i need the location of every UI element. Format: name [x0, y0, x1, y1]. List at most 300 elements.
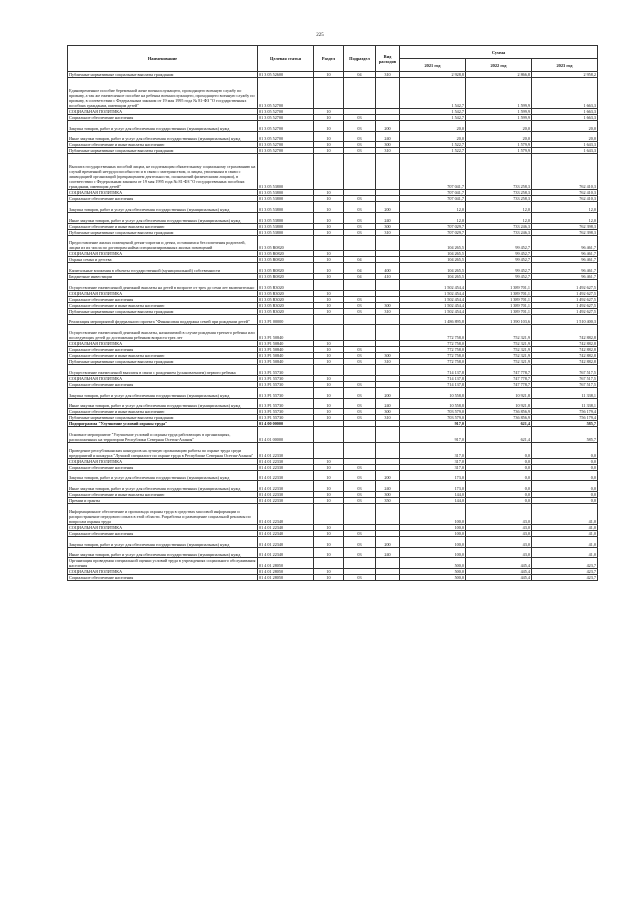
cell-name: Подпрограмма "Улучшение условий охраны труда" — [68, 421, 258, 427]
cell-2023: 423,7 — [532, 575, 598, 581]
cell-2021: 1 486 895,8 — [400, 314, 466, 325]
cell-name: Публичные нормативные социальные выплаты гражданам — [68, 308, 258, 314]
table-row — [68, 365, 598, 376]
cell-2021: 772 758,0 — [400, 353, 466, 359]
cell-2022: 20,0 — [466, 131, 532, 142]
cell-name: Осуществление ежемесячной выплаты в связи с рождением (усыновлением) первого ребенка — [68, 365, 258, 376]
cell-subsection: 03 — [344, 142, 376, 148]
cell-subsection: 03 — [344, 492, 376, 498]
cell-2023: 20,0 — [532, 120, 598, 131]
cell-name: Осуществление ежемесячной денежной выплаты, назначаемой в случае рождения третьего ребенка или последующих детей до достижения ребенком возраста трех лет — [68, 325, 258, 341]
cell-2021: 707 029,7 — [400, 229, 466, 235]
cell-2022: 43,0 — [466, 547, 532, 558]
cell-subsection — [344, 504, 376, 525]
cell-2022: 20,0 — [466, 120, 532, 131]
cell-target-code: 01 4 01 22330 — [258, 458, 314, 464]
cell-section — [314, 442, 344, 458]
cell-expense-type: 310 — [376, 415, 400, 421]
table-row — [68, 263, 598, 274]
cell-2022: 445,4 — [466, 575, 532, 581]
cell-2023: 585,7 — [532, 421, 598, 427]
cell-subsection — [344, 314, 376, 325]
cell-target-code: 01 3 05 R0820 — [258, 251, 314, 257]
cell-name: Публичные нормативные социальные выплаты гражданам — [68, 359, 258, 365]
cell-2023: 0,0 — [532, 470, 598, 481]
cell-2022: 0,0 — [466, 481, 532, 492]
cell-target-code: 01 3 P1 50840 — [258, 325, 314, 341]
cell-2021: 703 579,0 — [400, 415, 466, 421]
cell-2021: 173,0 — [400, 481, 466, 492]
cell-name: Публичные нормативные социальные выплаты гражданам — [68, 148, 258, 154]
cell-2021: 10 558,8 — [400, 398, 466, 409]
cell-2022: 733 258,3 — [466, 190, 532, 196]
cell-section: 10 — [314, 202, 344, 213]
cell-subsection: 03 — [344, 409, 376, 415]
cell-target-code: 01 4 01 28050 — [258, 569, 314, 575]
cell-target-code: 01 3 05 52700 — [258, 131, 314, 142]
cell-target-code: 01 3 05 R0820 — [258, 235, 314, 251]
cell-name: Закупка товаров, работ и услуг для обеспечения государственных (муниципальных) нужд — [68, 387, 258, 398]
table-row — [68, 120, 598, 131]
cell-2021: 20,0 — [400, 120, 466, 131]
cell-expense-type: 200 — [376, 536, 400, 547]
cell-2022: 1 579,9 — [466, 148, 532, 154]
cell-target-code: 01 3 P1 55730 — [258, 375, 314, 381]
cell-section: 10 — [314, 72, 344, 78]
cell-section: 10 — [314, 353, 344, 359]
cell-name: СОЦИАЛЬНАЯ ПОЛИТИКА — [68, 290, 258, 296]
cell-section: 10 — [314, 196, 344, 202]
cell-section: 10 — [314, 464, 344, 470]
cell-2023: 742 882,8 — [532, 325, 598, 341]
cell-2022: 0,0 — [466, 498, 532, 504]
cell-expense-type — [376, 325, 400, 341]
cell-name: СОЦИАЛЬНАЯ ПОЛИТИКА — [68, 458, 258, 464]
cell-name: Публичные нормативные социальные выплаты гражданам — [68, 72, 258, 78]
cell-target-code: 01 4 01 28050 — [258, 558, 314, 569]
cell-expense-type: 310 — [376, 72, 400, 78]
cell-target-code: 01 3 05 R0820 — [258, 274, 314, 280]
cell-target-code: 01 3 05 R3020 — [258, 302, 314, 308]
cell-2022: 99 452,7 — [466, 257, 532, 263]
cell-2021: 173,0 — [400, 470, 466, 481]
cell-expense-type — [376, 78, 400, 109]
cell-expense-type: 240 — [376, 212, 400, 223]
cell-2021: 707 041,7 — [400, 190, 466, 196]
table-row — [68, 547, 598, 558]
cell-expense-type: 410 — [376, 274, 400, 280]
cell-target-code: 01 4 01 22330 — [258, 498, 314, 504]
cell-subsection — [344, 280, 376, 291]
cell-2022: 445,4 — [466, 558, 532, 569]
cell-2022: 1 599,9 — [466, 108, 532, 114]
cell-section: 10 — [314, 575, 344, 581]
cell-2023: 11 338,1 — [532, 387, 598, 398]
cell-target-code: 01 3 05 52700 — [258, 142, 314, 148]
cell-expense-type: 300 — [376, 353, 400, 359]
cell-expense-type: 350 — [376, 498, 400, 504]
cell-section: 10 — [314, 409, 344, 415]
cell-subsection: 03 — [344, 470, 376, 481]
cell-expense-type: 200 — [376, 470, 400, 481]
cell-expense-type: 310 — [376, 359, 400, 365]
cell-name: СОЦИАЛЬНАЯ ПОЛИТИКА — [68, 375, 258, 381]
cell-2023: 762 410,3 — [532, 196, 598, 202]
cell-2023: 742 882,8 — [532, 341, 598, 347]
cell-target-code: 01 4 01 22330 — [258, 470, 314, 481]
cell-subsection — [344, 365, 376, 376]
cell-2023: 0,0 — [532, 458, 598, 464]
cell-2021: 772 758,0 — [400, 359, 466, 365]
cell-subsection: 03 — [344, 347, 376, 353]
cell-2023: 12,0 — [532, 202, 598, 213]
cell-2021: 1 522,7 — [400, 148, 466, 154]
cell-name: Иные закупки товаров, работ и услуг для обеспечения государственных (муниципальных) нужд — [68, 547, 258, 558]
cell-2023: 41,0 — [532, 536, 598, 547]
cell-subsection: 03 — [344, 415, 376, 421]
cell-2023: 756 179,4 — [532, 415, 598, 421]
cell-2022: 10 921,8 — [466, 387, 532, 398]
table-row — [68, 154, 598, 190]
cell-name: Социальное обеспечение населения — [68, 464, 258, 470]
cell-expense-type: 200 — [376, 387, 400, 398]
cell-2022: 0,0 — [466, 492, 532, 498]
page-number: 225 — [316, 33, 324, 38]
cell-name: Предоставление жилых помещений детям-сиротам и детям, оставшимся без попечения родителей, лицам из их числа по договорам найма специализированных жилых помещений — [68, 235, 258, 251]
cell-name: Закупка товаров, работ и услуг для обеспечения государственных (муниципальных) нужд — [68, 536, 258, 547]
cell-2021: 100,0 — [400, 547, 466, 558]
cell-target-code: 01 3 05 52700 — [258, 120, 314, 131]
cell-name: Осуществление ежемесячной денежной выплаты на детей в возрасте от трех до семи лет включительно — [68, 280, 258, 291]
cell-target-code: 01 3 P1 50840 — [258, 353, 314, 359]
cell-name: Информационное обеспечение и пропаганда охраны труда в средствах массовой информации и распространение передового опыта в этой области. Разработка и размещение социальной рекламы по вопросам охраны труда — [68, 504, 258, 525]
cell-section: 10 — [314, 481, 344, 492]
cell-section: 10 — [314, 524, 344, 530]
table-row — [68, 212, 598, 223]
cell-name: Социальное обеспечение и иные выплаты населению — [68, 353, 258, 359]
cell-expense-type — [376, 504, 400, 525]
cell-target-code: 01 3 05 53800 — [258, 202, 314, 213]
cell-subsection: 03 — [344, 114, 376, 120]
cell-name: Публичные нормативные социальные выплаты гражданам — [68, 415, 258, 421]
cell-name: Бюджетные инвестиции — [68, 274, 258, 280]
cell-subsection: 04 — [344, 263, 376, 274]
cell-2022: 736 856,9 — [466, 409, 532, 415]
cell-2022: 1 390 103,6 — [466, 314, 532, 325]
cell-target-code: 01 3 05 52700 — [258, 78, 314, 109]
cell-name: Основное мероприятие "Улучшение условий и охраны труда работающих в организациях, расположенных на территории Республики Северная Осетия-Алания" — [68, 427, 258, 443]
cell-2022: 99 452,7 — [466, 274, 532, 280]
cell-2023: 0,0 — [532, 498, 598, 504]
cell-expense-type — [376, 575, 400, 581]
cell-name: СОЦИАЛЬНАЯ ПОЛИТИКА — [68, 108, 258, 114]
cell-subsection: 03 — [344, 212, 376, 223]
cell-section — [314, 280, 344, 291]
cell-section: 10 — [314, 148, 344, 154]
cell-name: СОЦИАЛЬНАЯ ПОЛИТИКА — [68, 341, 258, 347]
cell-2023: 41,0 — [532, 524, 598, 530]
cell-expense-type: 300 — [376, 492, 400, 498]
cell-2021: 104 265,5 — [400, 235, 466, 251]
cell-target-code: 01 4 01 00000 — [258, 427, 314, 443]
header-sum: Сумма — [400, 46, 598, 59]
cell-target-code: 01 4 01 22340 — [258, 530, 314, 536]
cell-2022: 736 856,9 — [466, 415, 532, 421]
cell-2022: 733 246,3 — [466, 223, 532, 229]
cell-section: 10 — [314, 190, 344, 196]
cell-2023: 96 461,7 — [532, 235, 598, 251]
cell-section: 10 — [314, 359, 344, 365]
cell-target-code: 01 4 01 22340 — [258, 524, 314, 530]
cell-target-code: 01 4 01 22330 — [258, 464, 314, 470]
cell-2021: 703 579,0 — [400, 409, 466, 415]
cell-2023: 1 492 627,5 — [532, 280, 598, 291]
cell-2021: 1 542,7 — [400, 78, 466, 109]
cell-2021: 500,0 — [400, 575, 466, 581]
cell-2021: 1 502 454,4 — [400, 280, 466, 291]
header-2022: 2022 год — [466, 59, 532, 72]
cell-2021: 707 029,7 — [400, 223, 466, 229]
cell-section: 10 — [314, 142, 344, 148]
table-row — [68, 442, 598, 458]
cell-expense-type — [376, 442, 400, 458]
cell-expense-type — [376, 558, 400, 569]
cell-2023: 1 492 627,5 — [532, 296, 598, 302]
cell-section: 10 — [314, 302, 344, 308]
cell-target-code: 01 4 01 22340 — [258, 536, 314, 547]
cell-2022: 747 778,7 — [466, 375, 532, 381]
cell-2021: 1 542,7 — [400, 108, 466, 114]
cell-target-code: 01 3 05 R3020 — [258, 308, 314, 314]
cell-target-code: 01 4 01 28050 — [258, 575, 314, 581]
cell-2022: 12,0 — [466, 212, 532, 223]
cell-2023: 11 338,1 — [532, 398, 598, 409]
cell-2023: 1 492 627,5 — [532, 308, 598, 314]
cell-2021: 1 502 454,4 — [400, 290, 466, 296]
cell-2022: 43,0 — [466, 524, 532, 530]
cell-expense-type: 300 — [376, 302, 400, 308]
cell-target-code: 01 3 05 52700 — [258, 114, 314, 120]
cell-section — [314, 314, 344, 325]
cell-target-code: 01 3 05 R3020 — [258, 296, 314, 302]
cell-2022: 1 389 701,1 — [466, 280, 532, 291]
cell-name: Социальное обеспечение и иные выплаты населению — [68, 142, 258, 148]
cell-2023: 756 179,4 — [532, 409, 598, 415]
cell-subsection: 04 — [344, 72, 376, 78]
cell-2023: 742 882,8 — [532, 353, 598, 359]
cell-section: 10 — [314, 470, 344, 481]
cell-2023: 767 517,5 — [532, 365, 598, 376]
cell-2023: 762 398,3 — [532, 229, 598, 235]
cell-target-code: 01 3 P1 55730 — [258, 387, 314, 398]
table-row — [68, 575, 598, 581]
cell-2023: 423,7 — [532, 558, 598, 569]
cell-subsection — [344, 558, 376, 569]
cell-2021: 104 265,5 — [400, 257, 466, 263]
cell-expense-type: 300 — [376, 142, 400, 148]
cell-name: Капитальные вложения в объекты государственной (муниципальной) собственности — [68, 263, 258, 274]
cell-2021: 12,0 — [400, 202, 466, 213]
cell-name: Иные закупки товаров, работ и услуг для обеспечения государственных (муниципальных) нужд — [68, 212, 258, 223]
cell-2023: 762 398,3 — [532, 223, 598, 229]
cell-target-code: 01 4 01 22330 — [258, 492, 314, 498]
cell-2023: 20,0 — [532, 131, 598, 142]
cell-2023: 96 461,7 — [532, 257, 598, 263]
cell-2022: 752 321,9 — [466, 341, 532, 347]
cell-subsection: 03 — [344, 498, 376, 504]
cell-name: Социальное обеспечение и иные выплаты населению — [68, 409, 258, 415]
table-body — [68, 72, 598, 581]
cell-section: 10 — [314, 131, 344, 142]
cell-2021: 100,0 — [400, 504, 466, 525]
cell-target-code: 01 3 P1 50840 — [258, 359, 314, 365]
cell-expense-type: 310 — [376, 308, 400, 314]
cell-2023: 96 461,7 — [532, 263, 598, 274]
table-row — [68, 398, 598, 409]
cell-2022: 12,0 — [466, 202, 532, 213]
cell-2021: 12,0 — [400, 212, 466, 223]
cell-section: 10 — [314, 223, 344, 229]
cell-subsection — [344, 442, 376, 458]
cell-name: Закупка товаров, работ и услуг для обеспечения государственных (муниципальных) нужд — [68, 120, 258, 131]
cell-name: Охрана семьи и детства — [68, 257, 258, 263]
cell-2021: 714 137,8 — [400, 375, 466, 381]
cell-subsection: 03 — [344, 398, 376, 409]
header-section: Раздел — [314, 46, 344, 72]
cell-target-code: 01 3 05 53800 — [258, 154, 314, 190]
cell-2022: 1 599,9 — [466, 78, 532, 109]
cell-name: СОЦИАЛЬНАЯ ПОЛИТИКА — [68, 190, 258, 196]
cell-2023: 96 461,7 — [532, 251, 598, 257]
cell-section: 10 — [314, 120, 344, 131]
cell-2021: 317,0 — [400, 442, 466, 458]
budget-table — [67, 45, 598, 581]
table-row — [68, 131, 598, 142]
cell-2023: 0,0 — [532, 492, 598, 498]
cell-subsection — [344, 78, 376, 109]
cell-expense-type — [376, 365, 400, 376]
cell-subsection: 03 — [344, 536, 376, 547]
cell-subsection: 03 — [344, 575, 376, 581]
cell-2023: 1 492 627,5 — [532, 302, 598, 308]
cell-2023: 1 510 400,3 — [532, 314, 598, 325]
table-row — [68, 470, 598, 481]
cell-2022: 1 599,9 — [466, 114, 532, 120]
cell-expense-type — [376, 154, 400, 190]
cell-target-code: 01 3 05 R3020 — [258, 280, 314, 291]
cell-name: Социальное обеспечение населения — [68, 381, 258, 387]
cell-target-code: 01 3 P1 55730 — [258, 365, 314, 376]
cell-name: Социальное обеспечение и иные выплаты населению — [68, 302, 258, 308]
cell-target-code: 01 4 01 22340 — [258, 504, 314, 525]
table-row — [68, 280, 598, 291]
cell-2022: 0,0 — [466, 458, 532, 464]
table-row — [68, 387, 598, 398]
cell-subsection: 03 — [344, 359, 376, 365]
cell-target-code: 01 3 05 53800 — [258, 229, 314, 235]
cell-expense-type — [376, 280, 400, 291]
cell-expense-type: 240 — [376, 398, 400, 409]
cell-section — [314, 325, 344, 341]
table-row — [68, 78, 598, 109]
cell-subsection: 03 — [344, 229, 376, 235]
cell-section: 10 — [314, 547, 344, 558]
cell-section: 10 — [314, 381, 344, 387]
cell-target-code: 01 3 05 R0820 — [258, 257, 314, 263]
cell-2021: 772 758,0 — [400, 347, 466, 353]
cell-section: 10 — [314, 398, 344, 409]
cell-2021: 100,0 — [400, 530, 466, 536]
cell-target-code: 01 3 P1 55730 — [258, 381, 314, 387]
cell-expense-type: 200 — [376, 120, 400, 131]
cell-2023: 96 461,7 — [532, 274, 598, 280]
cell-name: Социальное обеспечение и иные выплаты населению — [68, 223, 258, 229]
cell-name: Социальное обеспечение населения — [68, 575, 258, 581]
cell-2021: 917,0 — [400, 427, 466, 443]
cell-expense-type: 400 — [376, 263, 400, 274]
header-code: Целевая статья — [258, 46, 314, 72]
cell-subsection — [344, 427, 376, 443]
cell-target-code: 01 3 05 52600 — [258, 72, 314, 78]
cell-2023: 1 663,3 — [532, 78, 598, 109]
cell-2023: 0,0 — [532, 481, 598, 492]
cell-subsection: 03 — [344, 353, 376, 359]
cell-2021: 707 041,7 — [400, 154, 466, 190]
header-expense-type: Вид расходов — [376, 46, 400, 72]
cell-section: 10 — [314, 257, 344, 263]
cell-2022: 733 258,3 — [466, 154, 532, 190]
cell-2023: 12,0 — [532, 212, 598, 223]
cell-target-code: 01 3 05 52700 — [258, 108, 314, 114]
cell-name: Проведение республиканских конкурсов на лучшую организацию работы по охране труда среди предприятий и конкурса "Лучший специалист по охране труда в Республике Северная Осетия-Алания" — [68, 442, 258, 458]
cell-name: Социальное обеспечение и иные выплаты населению — [68, 492, 258, 498]
cell-section: 10 — [314, 569, 344, 575]
cell-2023: 41,0 — [532, 547, 598, 558]
cell-expense-type — [376, 235, 400, 251]
cell-2023: 767 517,5 — [532, 381, 598, 387]
table-row — [68, 536, 598, 547]
cell-name: Социальное обеспечение населения — [68, 347, 258, 353]
cell-subsection: 03 — [344, 530, 376, 536]
cell-2022: 0,0 — [466, 464, 532, 470]
cell-2021: 20,0 — [400, 131, 466, 142]
cell-2021: 772 758,0 — [400, 341, 466, 347]
cell-section: 10 — [314, 375, 344, 381]
cell-name: Закупка товаров, работ и услуг для обеспечения государственных (муниципальных) нужд — [68, 470, 258, 481]
cell-2023: 762 410,3 — [532, 190, 598, 196]
cell-section: 10 — [314, 415, 344, 421]
cell-2023: 585,7 — [532, 427, 598, 443]
cell-target-code: 01 3 P1 50840 — [258, 341, 314, 347]
cell-2023: 41,0 — [532, 504, 598, 525]
cell-section — [314, 154, 344, 190]
cell-2021: 10 558,8 — [400, 387, 466, 398]
cell-2021: 100,0 — [400, 536, 466, 547]
cell-2022: 752 321,9 — [466, 325, 532, 341]
cell-2021: 144,0 — [400, 492, 466, 498]
cell-2022: 0,0 — [466, 470, 532, 481]
cell-2023: 41,0 — [532, 530, 598, 536]
cell-2022: 43,0 — [466, 504, 532, 525]
cell-2022: 733 258,3 — [466, 196, 532, 202]
cell-2023: 742 882,8 — [532, 359, 598, 365]
cell-2022: 99 452,7 — [466, 235, 532, 251]
cell-expense-type — [376, 314, 400, 325]
cell-name: Иные закупки товаров, работ и услуг для обеспечения государственных (муниципальных) нужд — [68, 131, 258, 142]
cell-2021: 104 265,5 — [400, 251, 466, 257]
cell-target-code: 01 4 01 22330 — [258, 442, 314, 458]
cell-name: СОЦИАЛЬНАЯ ПОЛИТИКА — [68, 524, 258, 530]
